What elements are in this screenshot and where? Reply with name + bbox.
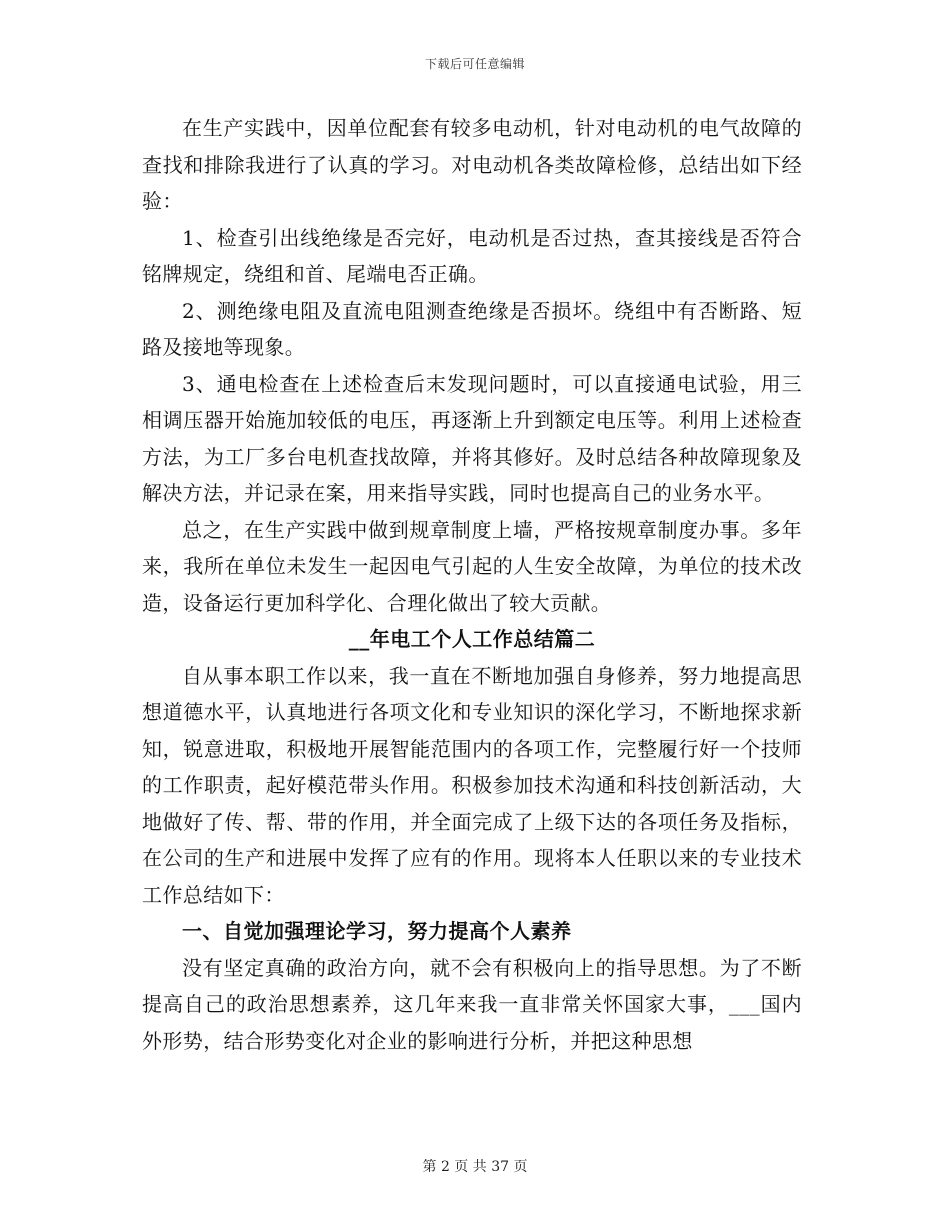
subheading-theory-study: 一、自觉加强理论学习，努力提高个人素养 <box>182 919 572 943</box>
paragraph-item-1: 1、检查引出线绝缘是否完好，电动机是否过热，查其接线是否符合铭牌规定，绕组和首、尾端电否正确。 <box>142 225 802 286</box>
paragraph-conclusion: 总之，在生产实践中做到规章制度上墙，严格按规章制度办事。多年来，我所在单位未发生一起因电气引起的人生安全故障，为单位的技术改造，设备运行更加科学化、合理化做出了较大贡献。 <box>142 517 802 615</box>
paragraph-item-2: 2、测绝缘电阻及直流电阻测查绝缘是否损坏。绕组中有否断路、短路及接地等现象。 <box>142 298 802 359</box>
section-title: __年电工个人工作总结篇二 <box>348 627 596 651</box>
paragraph-intro: 在生产实践中，因单位配套有较多电动机，针对电动机的电气故障的查找和排除我进行了认真的学习。对电动机各类故障检修，总结出如下经验： <box>142 116 802 213</box>
paragraph-item-3: 3、通电检查在上述检查后末发现问题时，可以直接通电试验，用三相调压器开始施加较低的电压，再逐渐上升到额定电压等。利用上述检查方法，为工厂多台电机查找故障，并将其修好。及时总结各种故障现象及解决方法，并记录在案，用来指导实践，同时也提高自己的业务水平。 <box>142 371 802 505</box>
paragraph-section-intro: 自从事本职工作以来，我一直在不断地加强自身修养，努力地提高思想道德水平，认真地进行各项文化和专业知识的深化学习，不断地探求新知，锐意进取，积极地开展智能范围内的各项工作，完整履行好一个技师的工作职责，起好模范带头作用。积极参加技术沟通和科技创新活动，大地做好了传、帮、带的作用，并全面完成了上级下达的各项任务及指标，在公司的生产和进展中发挥了应有的作用。现将本人任职以来的专业技术工作总结如下： <box>142 663 802 907</box>
page-header-note: 下载后可任意编辑 <box>424 57 525 71</box>
document-body <box>142 110 802 1059</box>
page-footer-number: 第 2 页 共 37 页 <box>422 1159 528 1175</box>
paragraph-political-direction: 没有坚定真确的政治方向，就不会有积极向上的指导思想。为了不断提高自己的政治思想素养，这几年来我一直非常关怀国家大事，___国内外形势，结合形势变化对企业的影响进行分析，并把这种思想 <box>142 955 802 1053</box>
